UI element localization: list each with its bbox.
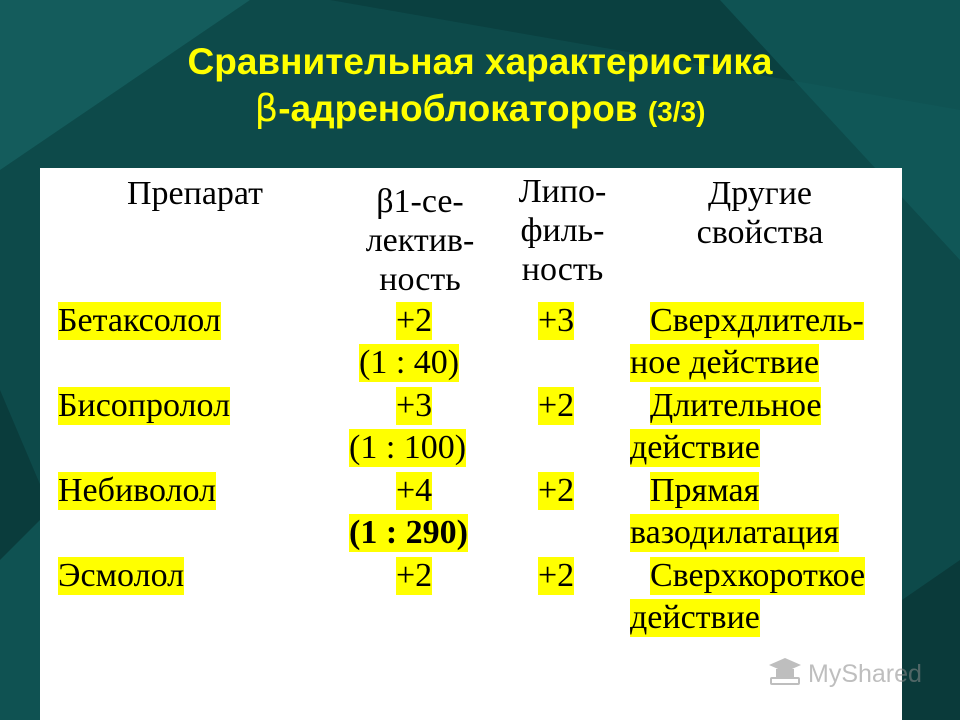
header-selectivity: [340, 182, 500, 299]
other-property: вазодилатация: [630, 514, 840, 551]
slide-title-line2: [0, 85, 960, 135]
header-selectivity-line: ность: [379, 261, 461, 298]
other-property: действие: [630, 429, 760, 466]
drug-name: Небиволол: [58, 472, 216, 509]
beta-symbol: β: [254, 87, 279, 130]
header-other-line: Другие: [708, 175, 812, 212]
lipophilicity-score: +2: [538, 472, 575, 509]
watermark: [768, 656, 922, 693]
header-lipophilicity: [500, 172, 625, 289]
header-selectivity-line: β1-се-: [376, 183, 464, 220]
comparison-table: [40, 168, 902, 720]
drug-name: Бисопролол: [58, 387, 231, 424]
lipophilicity-score: +3: [538, 302, 575, 339]
lipophilicity-score: +2: [538, 557, 575, 594]
drug-name: Бетаксолол: [58, 302, 221, 339]
slide-title-line1: Сравнительная характеристика: [187, 41, 773, 82]
header-lipophilicity-line: филь-: [520, 212, 605, 249]
header-lipophilicity-line: Липо-: [518, 173, 607, 210]
header-selectivity-line: лектив-: [365, 222, 475, 259]
other-property: ное действие: [630, 344, 820, 381]
selectivity-ratio: (1 : 290): [349, 514, 468, 551]
selectivity-score: +4: [396, 472, 433, 509]
other-property: действие: [630, 599, 760, 636]
other-property: Прямая: [650, 472, 760, 509]
header-drug-text: Препарат: [127, 175, 263, 212]
header-other-line: свойства: [696, 214, 824, 251]
header-drug: [110, 174, 280, 213]
drug-name: Эсмолол: [58, 557, 185, 594]
slide-page-indicator: (3/3): [647, 96, 706, 127]
lipophilicity-score: +2: [538, 387, 575, 424]
selectivity-score: +2: [396, 557, 433, 594]
selectivity-ratio: (1 : 40): [359, 344, 460, 381]
watermark-text: MyShared: [808, 660, 922, 688]
title-line2-text: -адреноблокаторов: [278, 88, 638, 129]
selectivity-score: +3: [396, 387, 433, 424]
mortarboard-icon: [768, 656, 802, 693]
selectivity-score: +2: [396, 302, 433, 339]
other-property: Длительное: [650, 387, 822, 424]
selectivity-ratio: (1 : 100): [349, 429, 467, 466]
other-property: Сверхдлитель-: [650, 302, 864, 339]
header-lipophilicity-line: ность: [521, 251, 604, 288]
header-other-properties: [660, 174, 860, 252]
slide-title: [0, 38, 960, 135]
other-property: Сверхкороткое: [650, 557, 866, 594]
